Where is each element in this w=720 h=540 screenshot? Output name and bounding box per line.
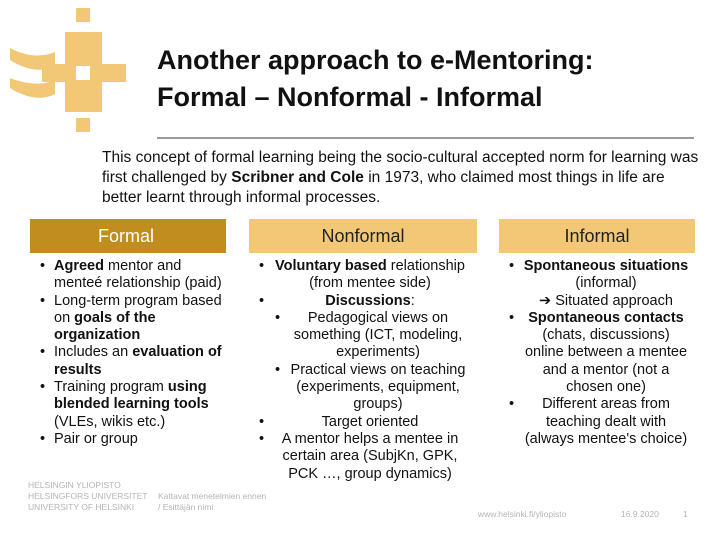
informal-column xyxy=(507,258,689,448)
title-line-2: Formal – Nonformal - Informal xyxy=(157,82,543,112)
intro-authors: Scribner and Cole xyxy=(231,169,364,186)
intro-text-2: in 1973, who claimed most things in life are better learnt through informal processes. xyxy=(102,169,665,206)
column-heading-formal: Formal xyxy=(30,219,226,253)
footer-university: HELSINGIN YLIOPISTO HELSINGFORS UNIVERSITET UNIVERSITY OF HELSINKI xyxy=(28,480,148,512)
list-item: • A mentor helps a mentee in certain area (SubjKn, GPK, PCK …, group dynamics) xyxy=(257,431,467,483)
title-divider xyxy=(157,137,694,139)
list-item: • Spontaneous contacts (chats, discussions) online between a mentee and a mentor (not a chosen one) xyxy=(507,310,689,396)
footer-page-number: 1 xyxy=(683,509,688,519)
title-line-1: Another approach to e-Mentoring: xyxy=(157,45,594,75)
nonformal-column xyxy=(257,258,467,483)
list-item: • Pair or group xyxy=(38,431,230,448)
list-item: • Agreed mentor and menteé relationship (paid) xyxy=(38,258,230,293)
university-logo xyxy=(10,8,130,138)
footer-presenter: Kattavat menetelmien ennen / Esittäjän nimi xyxy=(158,491,267,512)
list-item: • Includes an evaluation of results xyxy=(38,344,230,379)
list-item: • Training program using blended learning tools (VLEs, wikis etc.) xyxy=(38,379,230,431)
list-item: • Discussions: xyxy=(257,293,467,310)
list-item: • Spontaneous situations (informal) ➔ Situated approach xyxy=(507,258,689,310)
list-item: • Practical views on teaching (experiments, equipment, groups) xyxy=(257,362,467,414)
list-item: • Long-term program based on goals of the organization xyxy=(38,293,230,345)
formal-column xyxy=(38,258,230,448)
column-heading-informal: Informal xyxy=(499,219,695,253)
slide-title xyxy=(157,42,707,116)
intro-text-1: This concept of formal learning being the socio-cultural accepted norm for learning was first challenged by xyxy=(102,149,699,186)
intro-paragraph xyxy=(102,148,702,208)
list-item: • Target oriented xyxy=(257,414,467,431)
footer-url: www.helsinki.fi/yliopisto xyxy=(478,509,567,519)
footer-date: 16.9.2020 xyxy=(621,509,659,519)
list-item: • Voluntary based relationship (from mentee side) xyxy=(257,258,467,293)
column-heading-nonformal: Nonformal xyxy=(249,219,477,253)
list-item: • Different areas from teaching dealt with (always mentee's choice) xyxy=(507,396,689,448)
list-item: • Pedagogical views on something (ICT, modeling, experiments) xyxy=(257,310,467,362)
